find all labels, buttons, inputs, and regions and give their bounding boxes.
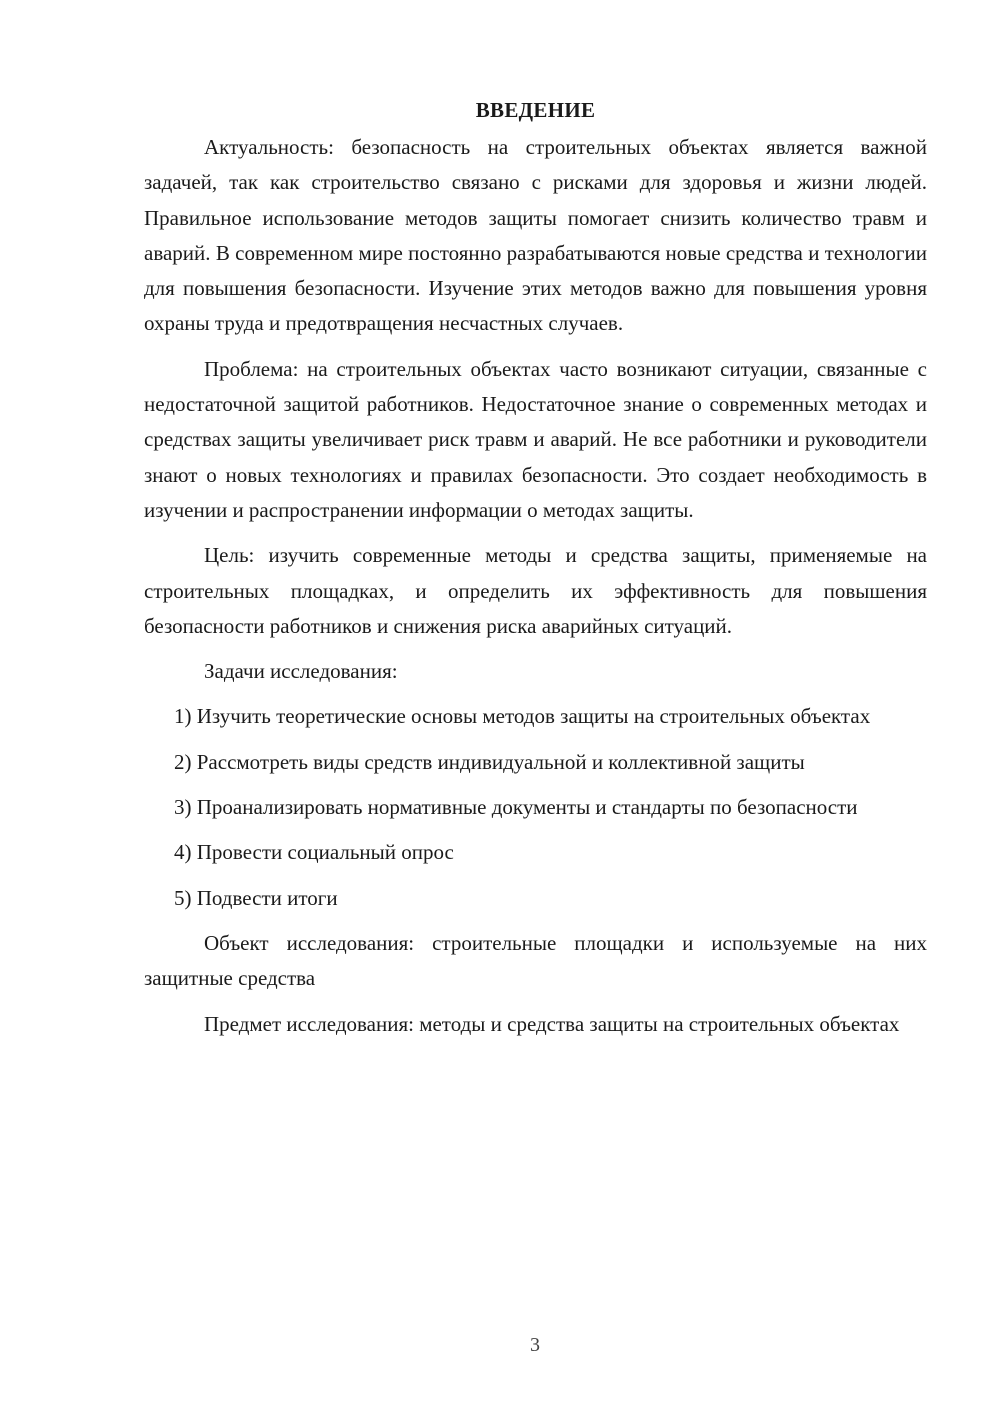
task-item-2: 2) Рассмотреть виды средств индивидуальной и коллективной защиты [174,749,805,774]
page-title: ВВЕДЕНИЕ [475,98,596,122]
tasks-list [144,699,927,915]
problem-paragraph: Проблема: на строительных объектах часто возникают ситуации, связанные с недостаточной защитой работников. Недостаточное знание о современных методах и средствах защиты увеличивает риск травм и аварий. Не все работники и руководители знают о новых технологиях и правилах безопасности. Это создает необходимость в изучении и распространении информации о методах защиты. [144,356,927,522]
page-number: 3 [530,1334,540,1356]
research-subject-paragraph: Предмет исследования: методы и средства защиты на строительных объектах [204,1011,900,1036]
relevance-paragraph: Актуальность: безопасность на строительных объектах является важной задачей, так как строительство связано с рисками для здоровья и жизни людей. Правильное использование методов защиты помогает снизить количество травм и аварий. В современном мире постоянно разрабатываются новые средства и технологии для повышения безопасности. Изучение этих методов важно для повышения уровня охраны труда и предотвращения несчастных случаев. [144,135,927,336]
goal-paragraph: Цель: изучить современные методы и средства защиты, применяемые на строительных площадках, и определить их эффективность для повышения безопасности работников и снижения риска аварийных ситуаций. [144,543,927,638]
task-item-5: 5) Подвести итоги [174,885,338,910]
task-item-4: 4) Провести социальный опрос [174,840,454,865]
research-object-paragraph: Объект исследования: строительные площадки и используемые на них защитные средства [144,930,927,991]
task-item-1: 1) Изучить теоретические основы методов защиты на строительных объектах [174,704,871,729]
tasks-heading: Задачи исследования: [204,659,398,684]
document-page [144,92,927,1052]
task-item-3: 3) Проанализировать нормативные документы и стандарты по безопасности [174,795,858,820]
